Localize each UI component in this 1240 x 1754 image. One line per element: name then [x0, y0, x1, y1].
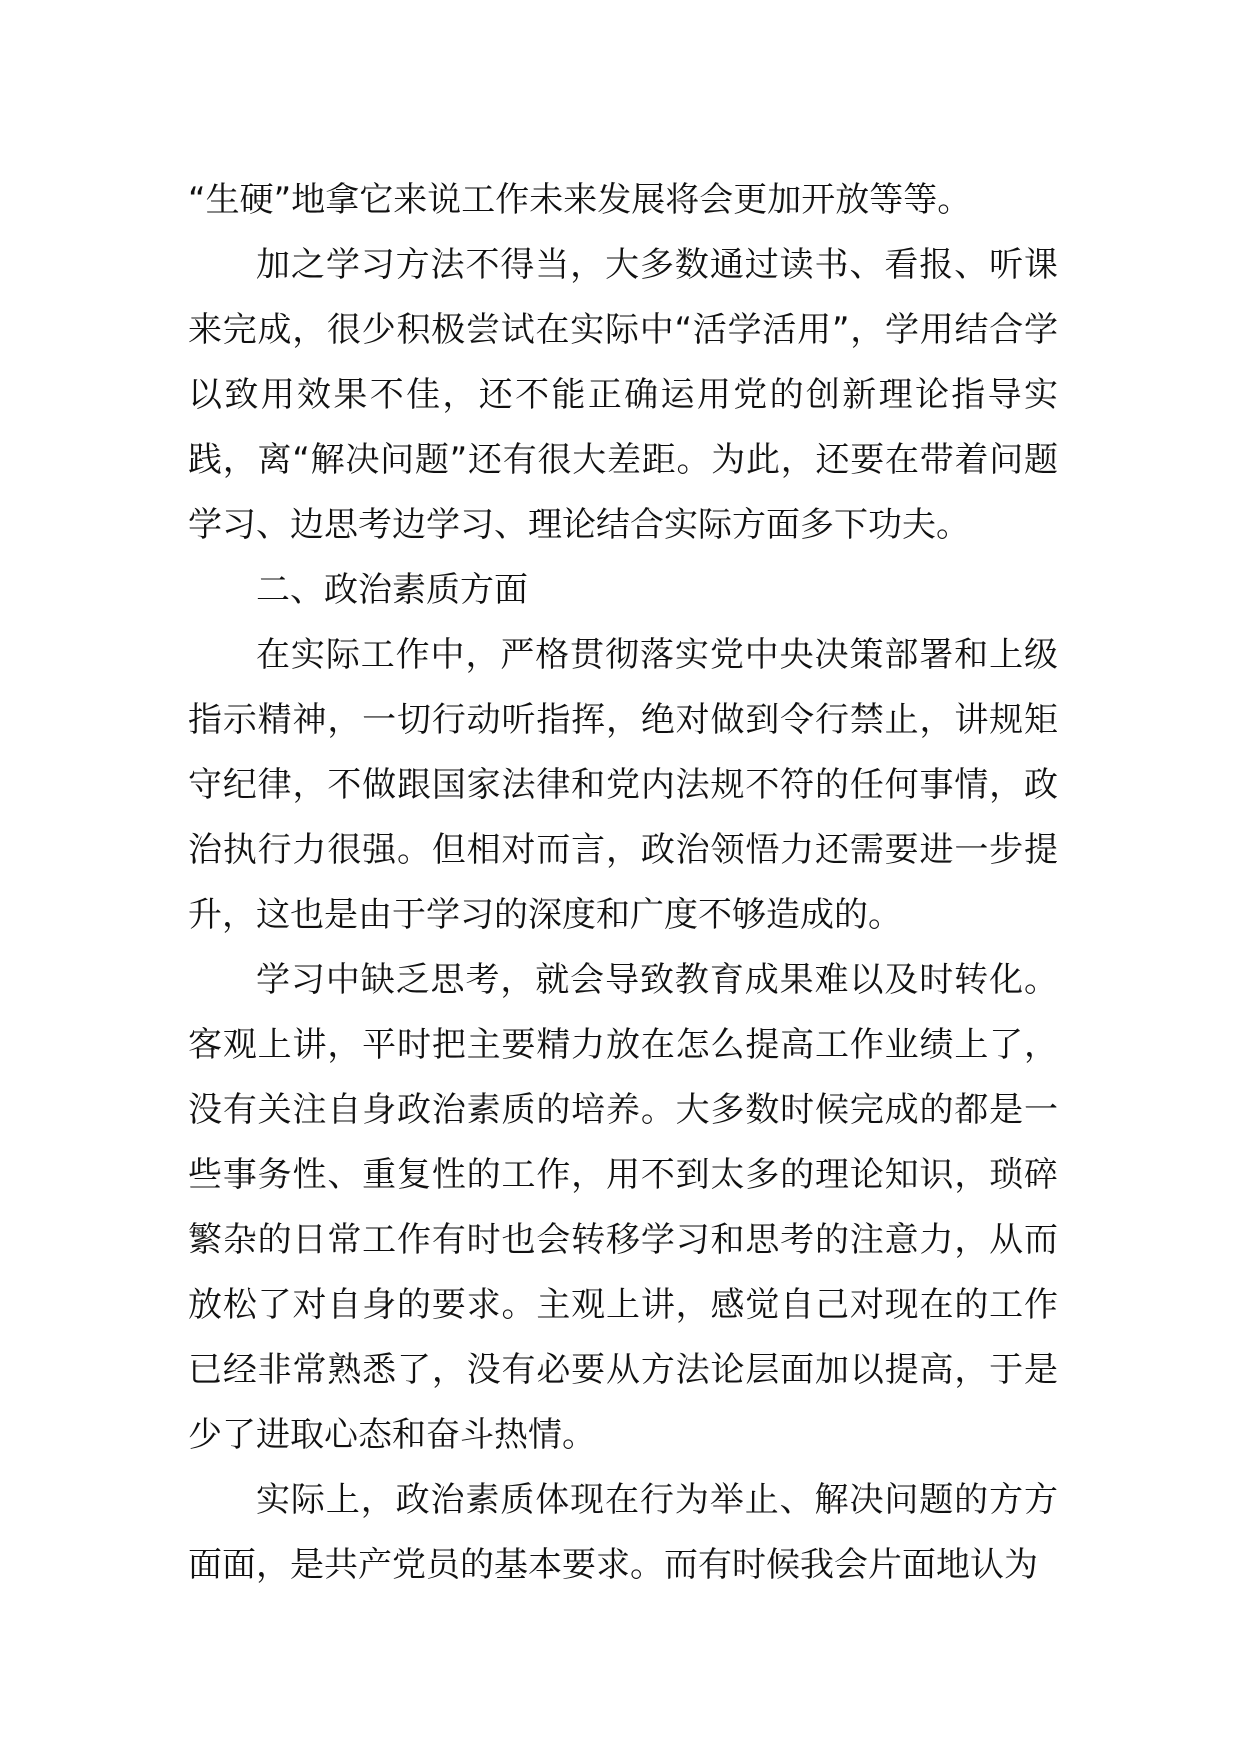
paragraph-actual-work: 在实际工作中，严格贯彻落实党中央决策部署和上级指示精神，一切行动听指挥，绝对做到令行禁止，讲规矩守纪律，不做跟国家法律和党内法规不符的任何事情，政治执行力很强。但相对而言，政治领悟力还需要进一步提升，这也是由于学习的深度和广度不够造成的。 [188, 635, 1058, 935]
paragraph-study-method: 加之学习方法不得当，大多数通过读书、看报、听课来完成，很少积极尝试在实际中“活学活用”，学用结合学以致用效果不佳，还不能正确运用党的创新理论指导实践，离“解决问题”还有很大差距。为此，还要在带着问题学习、边思考边学习、理论结合实际方面多下功夫。 [188, 245, 1058, 545]
paragraph-lack-of-thinking: 学习中缺乏思考，就会导致教育成果难以及时转化。客观上讲，平时把主要精力放在怎么提高工作业绩上了，没有关注自身政治素质的培养。大多数时候完成的都是一些事务性、重复性的工作，用不到太多的理论知识，琐碎繁杂的日常工作有时也会转移学习和思考的注意力，从而放松了对自身的要求。主观上讲，感觉自己对现在的工作已经非常熟悉了，没有必要从方法论层面加以提高，于是少了进取心态和奋斗热情。 [188, 960, 1058, 1455]
section-heading-political-quality: 二、政治素质方面 [256, 570, 528, 610]
document-body [188, 168, 1058, 1598]
paragraph-continuation: “生硬”地拿它来说工作未来发展将会更加开放等等。 [188, 180, 972, 220]
paragraph-actually: 实际上，政治素质体现在行为举止、解决问题的方方面面，是共产党员的基本要求。而有时候我会片面地认为 [188, 1480, 1058, 1585]
